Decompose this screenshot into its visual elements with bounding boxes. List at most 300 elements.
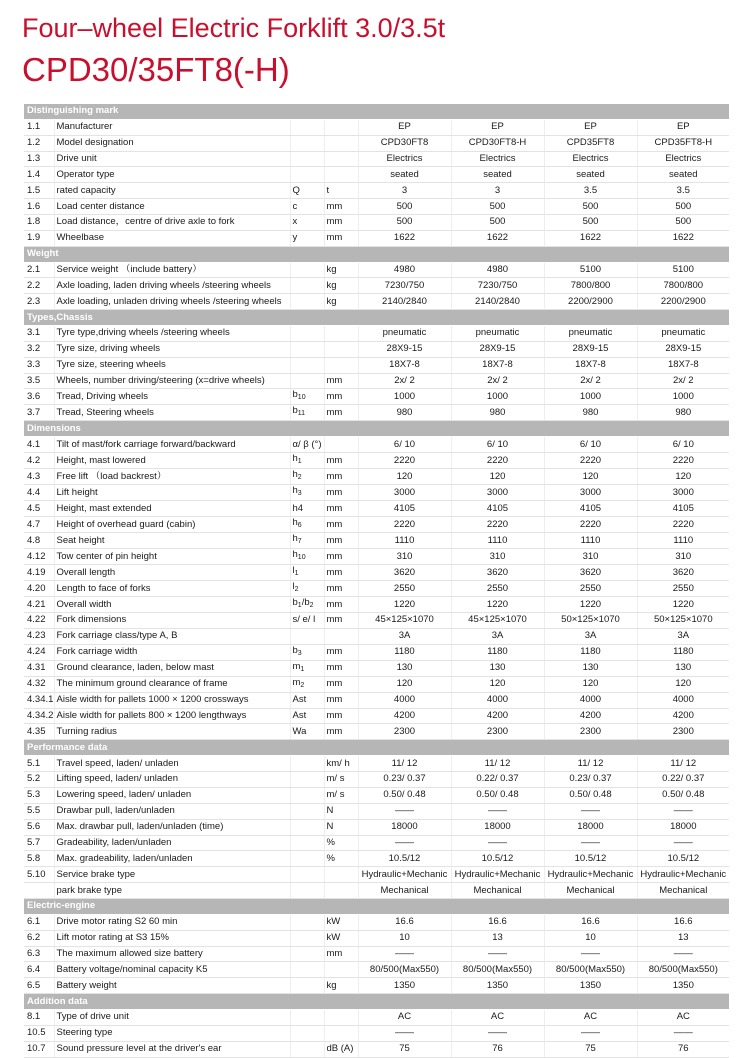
value-cell: 3A — [358, 628, 451, 644]
row-number — [24, 883, 54, 899]
row-unit: mm — [324, 676, 358, 692]
row-description: Tow center of pin height — [54, 549, 290, 565]
row-symbol — [290, 962, 324, 978]
row-number: 5.1 — [24, 756, 54, 772]
value-cell: 4105 — [451, 501, 544, 517]
row-symbol — [290, 565, 324, 581]
row-number: 4.32 — [24, 676, 54, 692]
page-title: Four–wheel Electric Forklift 3.0/3.5t — [22, 13, 446, 43]
row-unit: mm — [324, 660, 358, 676]
value-cell: 500 — [544, 215, 637, 231]
row-description: Aisle width for pallets 800 × 1200 lengthways — [54, 708, 290, 724]
row-description: Fork dimensions — [54, 613, 290, 629]
value-cell: 2300 — [544, 724, 637, 740]
row-number: 3.3 — [24, 357, 54, 373]
table-row — [24, 199, 729, 215]
value-cell: 1350 — [544, 978, 637, 994]
value-cell: 1000 — [544, 389, 637, 405]
value-cell: 3620 — [637, 565, 729, 581]
value-cell: 2300 — [451, 724, 544, 740]
value-cell: 3.5 — [544, 183, 637, 199]
row-number: 3.6 — [24, 389, 54, 405]
symbol-subscript: 10 — [297, 394, 306, 402]
row-symbol — [290, 644, 324, 660]
row-description: Service brake type — [54, 867, 290, 883]
row-number: 4.3 — [24, 469, 54, 485]
row-unit: mm — [324, 613, 358, 629]
value-cell: 500 — [544, 199, 637, 215]
table-row — [24, 1025, 729, 1041]
value-cell: 4980 — [451, 262, 544, 278]
symbol-text: Wa — [292, 725, 307, 737]
row-description: Max. drawbar pull, laden/unladen (time) — [54, 819, 290, 835]
spec-table — [24, 104, 729, 1058]
value-cell: 1110 — [544, 533, 637, 549]
value-cell: 4105 — [358, 501, 451, 517]
row-unit — [324, 437, 358, 453]
value-cell: 10.5/12 — [358, 851, 451, 867]
table-row — [24, 724, 729, 740]
row-unit: mm — [324, 453, 358, 469]
table-row — [24, 135, 729, 151]
row-number: 4.24 — [24, 644, 54, 660]
row-description: Sound pressure level at the driver's ear — [54, 1041, 290, 1057]
value-cell: 500 — [637, 199, 729, 215]
row-unit: kg — [324, 978, 358, 994]
table-row — [24, 914, 729, 930]
value-cell: Mechanical — [637, 883, 729, 899]
value-cell: 310 — [451, 549, 544, 565]
value-cell: AC — [637, 1009, 729, 1025]
value-cell: 2220 — [637, 517, 729, 533]
value-cell: 7800/800 — [637, 278, 729, 294]
row-unit: kg — [324, 262, 358, 278]
row-description: rated capacity — [54, 183, 290, 199]
row-symbol — [290, 215, 324, 231]
value-cell: 3620 — [451, 565, 544, 581]
row-unit: mm — [324, 533, 358, 549]
row-unit — [324, 867, 358, 883]
value-cell: 1180 — [544, 644, 637, 660]
row-number: 4.7 — [24, 517, 54, 533]
row-unit: mm — [324, 708, 358, 724]
value-cell: Mechanical — [544, 883, 637, 899]
table-row — [24, 373, 729, 389]
symbol-text: b — [292, 405, 298, 417]
row-unit: m/ s — [324, 787, 358, 803]
row-description: Model designation — [54, 135, 290, 151]
row-description: Tread, Driving wheels — [54, 389, 290, 405]
row-unit: dB (A) — [324, 1041, 358, 1057]
row-unit: mm — [324, 485, 358, 501]
row-number: 4.35 — [24, 724, 54, 740]
value-cell: seated — [358, 167, 451, 183]
table-row — [24, 278, 729, 294]
value-cell: 2220 — [637, 453, 729, 469]
row-number: 6.5 — [24, 978, 54, 994]
table-row — [24, 167, 729, 183]
value-cell: 10.5/12 — [451, 851, 544, 867]
value-cell: seated — [451, 167, 544, 183]
value-cell: CPD35FT8 — [544, 135, 637, 151]
value-cell: pneumatic — [358, 326, 451, 342]
value-cell: 1180 — [451, 644, 544, 660]
row-number: 6.4 — [24, 962, 54, 978]
row-unit — [324, 119, 358, 135]
value-cell: 2550 — [637, 581, 729, 597]
value-cell: Hydraulic+Mechanic — [544, 867, 637, 883]
value-cell: 1350 — [637, 978, 729, 994]
symbol-text: b — [292, 644, 298, 656]
value-cell: 1220 — [451, 597, 544, 613]
value-cell: 4105 — [637, 501, 729, 517]
value-cell: CPD30FT8-H — [451, 135, 544, 151]
table-row — [24, 501, 729, 517]
row-number: 6.3 — [24, 946, 54, 962]
value-cell: 3000 — [637, 485, 729, 501]
row-unit: kg — [324, 294, 358, 310]
row-unit: mm — [324, 549, 358, 565]
value-cell: 3 — [451, 183, 544, 199]
value-cell: CPD35FT8-H — [637, 135, 729, 151]
table-row — [24, 978, 729, 994]
value-cell: 130 — [637, 660, 729, 676]
value-cell: 1622 — [451, 230, 544, 246]
value-cell: 120 — [358, 469, 451, 485]
table-row — [24, 851, 729, 867]
row-unit: % — [324, 835, 358, 851]
table-row — [24, 389, 729, 405]
row-symbol — [290, 517, 324, 533]
row-number: 4.34.1 — [24, 692, 54, 708]
row-description: Turning radius — [54, 724, 290, 740]
value-cell: 13 — [451, 930, 544, 946]
symbol-text: Q — [292, 184, 300, 196]
row-symbol — [290, 437, 324, 453]
value-cell: 1350 — [451, 978, 544, 994]
row-unit: mm — [324, 389, 358, 405]
symbol-text: l — [292, 565, 295, 577]
symbol-text: c — [292, 200, 298, 212]
value-cell: 1000 — [358, 389, 451, 405]
value-cell: 2550 — [544, 581, 637, 597]
row-symbol — [290, 660, 324, 676]
row-unit: kW — [324, 914, 358, 930]
row-unit — [324, 326, 358, 342]
row-unit — [324, 1009, 358, 1025]
value-cell: 500 — [358, 215, 451, 231]
row-description: Seat height — [54, 533, 290, 549]
row-symbol — [290, 373, 324, 389]
value-cell: 18X7-8 — [358, 357, 451, 373]
value-cell: 45×125×1070 — [358, 613, 451, 629]
symbol-text: h — [292, 549, 298, 561]
section-title: Addition data — [24, 994, 729, 1010]
value-cell: 50×125×1070 — [544, 613, 637, 629]
value-cell: Electrics — [637, 151, 729, 167]
row-description: Drawbar pull, laden/unladen — [54, 803, 290, 819]
value-cell: 2x/ 2 — [544, 373, 637, 389]
value-cell: AC — [451, 1009, 544, 1025]
row-description: Axle loading, unladen driving wheels /steering wheels — [54, 294, 290, 310]
value-cell: 18000 — [451, 819, 544, 835]
row-description: Wheelbase — [54, 230, 290, 246]
value-cell: 13 — [637, 930, 729, 946]
row-symbol — [290, 867, 324, 883]
section-title: Distinguishing mark — [24, 104, 729, 119]
value-cell: 75 — [544, 1041, 637, 1057]
row-description: Lift height — [54, 485, 290, 501]
row-unit — [324, 628, 358, 644]
value-cell: —— — [451, 946, 544, 962]
row-symbol — [290, 278, 324, 294]
table-row — [24, 119, 729, 135]
value-cell: 1110 — [637, 533, 729, 549]
row-number: 1.4 — [24, 167, 54, 183]
table-row — [24, 565, 729, 581]
value-cell: 1110 — [358, 533, 451, 549]
value-cell: 120 — [544, 469, 637, 485]
row-symbol — [290, 453, 324, 469]
value-cell: 120 — [451, 676, 544, 692]
value-cell: —— — [358, 1025, 451, 1041]
row-description: Gradeability, laden/unladen — [54, 835, 290, 851]
row-symbol — [290, 135, 324, 151]
row-symbol — [290, 501, 324, 517]
section-title: Types,Chassis — [24, 310, 729, 326]
table-row — [24, 581, 729, 597]
table-row — [24, 341, 729, 357]
value-cell: Mechanical — [451, 883, 544, 899]
table-row — [24, 1041, 729, 1057]
row-description: Fork carriage width — [54, 644, 290, 660]
row-number: 3.7 — [24, 405, 54, 421]
value-cell: —— — [451, 835, 544, 851]
section-title: Performance data — [24, 740, 729, 756]
row-number: 4.2 — [24, 453, 54, 469]
row-unit: mm — [324, 469, 358, 485]
row-description: Load distance，centre of drive axle to fork — [54, 215, 290, 231]
row-description: Tread, Steering wheels — [54, 405, 290, 421]
section-header — [24, 310, 729, 326]
row-unit: kW — [324, 930, 358, 946]
value-cell: 50×125×1070 — [637, 613, 729, 629]
row-unit: t — [324, 183, 358, 199]
row-description: Free lift （load backrest） — [54, 469, 290, 485]
table-row — [24, 962, 729, 978]
row-unit: mm — [324, 581, 358, 597]
row-description: Tyre type,driving wheels /steering wheels — [54, 326, 290, 342]
value-cell: 3000 — [544, 485, 637, 501]
row-unit: mm — [324, 597, 358, 613]
symbol-subscript: 11 — [297, 410, 306, 418]
row-symbol — [290, 262, 324, 278]
table-row — [24, 183, 729, 199]
value-cell: CPD30FT8 — [358, 135, 451, 151]
value-cell: 4105 — [544, 501, 637, 517]
table-row — [24, 660, 729, 676]
row-symbol — [290, 756, 324, 772]
value-cell: 10 — [544, 930, 637, 946]
symbol-text: Ast — [292, 710, 307, 722]
section-header — [24, 994, 729, 1010]
row-symbol — [290, 230, 324, 246]
value-cell: —— — [544, 1025, 637, 1041]
row-unit: mm — [324, 230, 358, 246]
row-number: 4.8 — [24, 533, 54, 549]
row-number: 3.5 — [24, 373, 54, 389]
table-row — [24, 1009, 729, 1025]
row-unit: mm — [324, 501, 358, 517]
row-number: 5.7 — [24, 835, 54, 851]
symbol-subscript: 3 — [297, 649, 302, 657]
value-cell: 1350 — [358, 978, 451, 994]
row-unit — [324, 151, 358, 167]
row-number: 5.5 — [24, 803, 54, 819]
row-unit — [324, 341, 358, 357]
row-description: Manufacturer — [54, 119, 290, 135]
row-symbol — [290, 326, 324, 342]
value-cell: 4000 — [358, 692, 451, 708]
value-cell: 4000 — [451, 692, 544, 708]
symbol-text: α/ β (°) — [292, 438, 322, 450]
row-number: 3.1 — [24, 326, 54, 342]
value-cell: Hydraulic+Mechanic — [451, 867, 544, 883]
table-row — [24, 437, 729, 453]
value-cell: 0.50/ 0.48 — [358, 787, 451, 803]
value-cell: 3A — [451, 628, 544, 644]
table-row — [24, 326, 729, 342]
value-cell: Electrics — [358, 151, 451, 167]
table-row — [24, 787, 729, 803]
row-number: 4.23 — [24, 628, 54, 644]
symbol-subscript: 2 — [300, 681, 305, 689]
table-row — [24, 883, 729, 899]
value-cell: EP — [544, 119, 637, 135]
value-cell: 18X7-8 — [544, 357, 637, 373]
value-cell: 3000 — [451, 485, 544, 501]
value-cell: 3A — [544, 628, 637, 644]
section-header — [24, 421, 729, 437]
value-cell: Electrics — [544, 151, 637, 167]
value-cell: EP — [451, 119, 544, 135]
table-row — [24, 549, 729, 565]
value-cell: 0.23/ 0.37 — [544, 772, 637, 788]
symbol-subscript: 7 — [297, 538, 302, 546]
symbol-text: s/ e/ l — [292, 614, 316, 626]
row-unit: km/ h — [324, 756, 358, 772]
value-cell: 0.22/ 0.37 — [451, 772, 544, 788]
value-cell: 76 — [451, 1041, 544, 1057]
row-description: Height, mast lowered — [54, 453, 290, 469]
value-cell: 2x/ 2 — [451, 373, 544, 389]
row-symbol — [290, 294, 324, 310]
row-unit: mm — [324, 946, 358, 962]
value-cell: 1000 — [451, 389, 544, 405]
row-symbol — [290, 978, 324, 994]
row-number: 1.3 — [24, 151, 54, 167]
value-cell: 4200 — [451, 708, 544, 724]
row-description: Axle loading, laden driving wheels /steering wheels — [54, 278, 290, 294]
value-cell: 310 — [544, 549, 637, 565]
value-cell: 130 — [358, 660, 451, 676]
value-cell: —— — [358, 946, 451, 962]
value-cell: 500 — [451, 215, 544, 231]
row-unit: mm — [324, 373, 358, 389]
row-description: Aisle width for pallets 1000 × 1200 crossways — [54, 692, 290, 708]
value-cell: 2x/ 2 — [637, 373, 729, 389]
value-cell: 75 — [358, 1041, 451, 1057]
value-cell: 4000 — [637, 692, 729, 708]
value-cell: 4200 — [637, 708, 729, 724]
value-cell: 2550 — [451, 581, 544, 597]
table-row — [24, 469, 729, 485]
row-symbol — [290, 787, 324, 803]
row-symbol — [290, 883, 324, 899]
table-row — [24, 230, 729, 246]
value-cell: 5100 — [544, 262, 637, 278]
row-number: 4.19 — [24, 565, 54, 581]
row-unit: % — [324, 851, 358, 867]
value-cell: 16.6 — [637, 914, 729, 930]
value-cell: 6/ 10 — [544, 437, 637, 453]
value-cell: 4980 — [358, 262, 451, 278]
table-row — [24, 946, 729, 962]
table-row — [24, 628, 729, 644]
value-cell: —— — [544, 803, 637, 819]
row-symbol — [290, 597, 324, 613]
table-row — [24, 151, 729, 167]
row-number: 10.5 — [24, 1025, 54, 1041]
value-cell: 2550 — [358, 581, 451, 597]
value-cell: —— — [637, 1025, 729, 1041]
row-unit — [324, 883, 358, 899]
value-cell: 0.50/ 0.48 — [637, 787, 729, 803]
section-header — [24, 246, 729, 262]
value-cell: 28X9-15 — [637, 341, 729, 357]
symbol-text: h — [292, 517, 298, 529]
value-cell: 3620 — [544, 565, 637, 581]
row-symbol — [290, 628, 324, 644]
table-row — [24, 294, 729, 310]
value-cell: 120 — [451, 469, 544, 485]
row-number: 4.1 — [24, 437, 54, 453]
row-symbol — [290, 692, 324, 708]
row-symbol — [290, 469, 324, 485]
row-symbol — [290, 549, 324, 565]
value-cell: Hydraulic+Mechanic — [637, 867, 729, 883]
row-number: 8.1 — [24, 1009, 54, 1025]
row-description: Length to face of forks — [54, 581, 290, 597]
row-number: 1.9 — [24, 230, 54, 246]
value-cell: 11/ 12 — [637, 756, 729, 772]
row-unit: m/ s — [324, 772, 358, 788]
symbol-text: h — [292, 469, 298, 481]
value-cell: 28X9-15 — [451, 341, 544, 357]
table-row — [24, 803, 729, 819]
symbol-subscript: 1 — [297, 458, 302, 466]
row-number: 4.20 — [24, 581, 54, 597]
row-symbol — [290, 772, 324, 788]
value-cell: AC — [544, 1009, 637, 1025]
symbol-subscript: 1 — [294, 570, 299, 578]
row-description: Travel speed, laden/ unladen — [54, 756, 290, 772]
table-row — [24, 533, 729, 549]
value-cell: 500 — [358, 199, 451, 215]
row-number: 1.5 — [24, 183, 54, 199]
table-row — [24, 930, 729, 946]
row-description: Operator type — [54, 167, 290, 183]
